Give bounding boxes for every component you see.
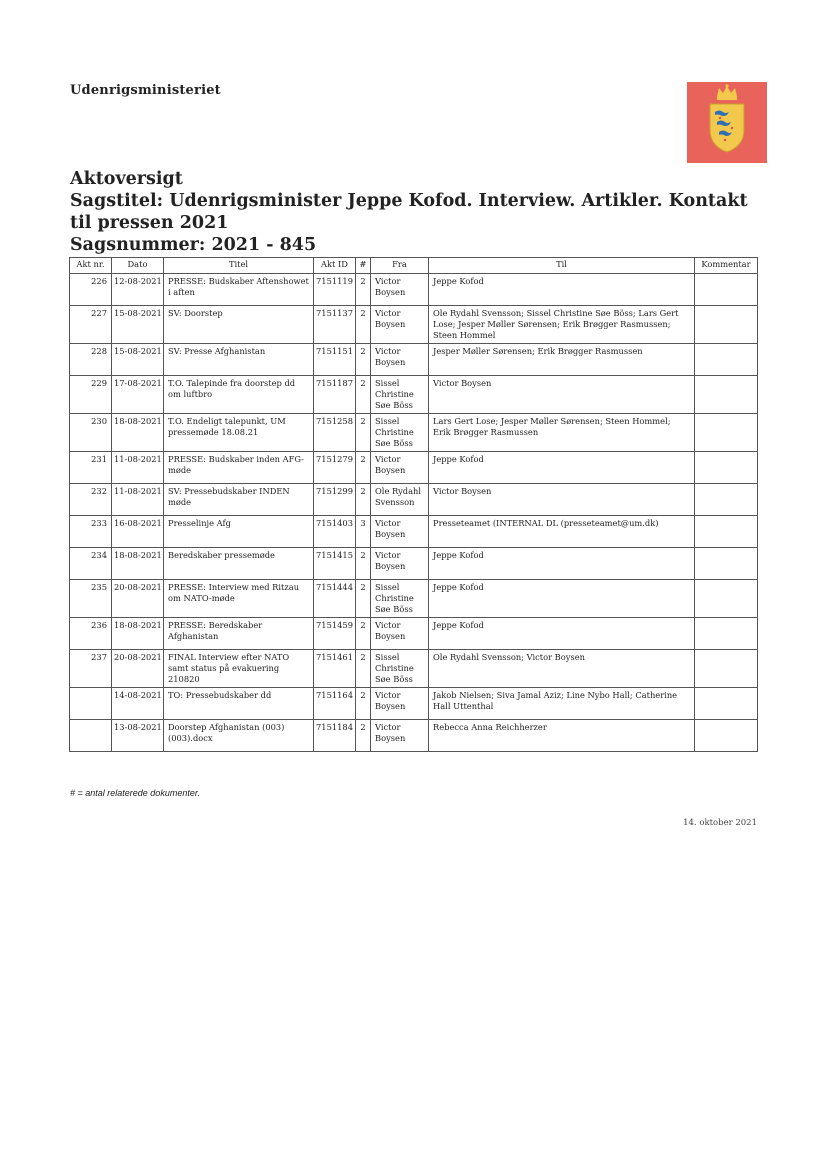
- cell-kommentar: [695, 376, 758, 414]
- cell-count: 2: [356, 548, 371, 580]
- cell-count: 2: [356, 376, 371, 414]
- cell-akt-nr: 233: [70, 516, 112, 548]
- cell-dato: 18-08-2021: [112, 618, 164, 650]
- cell-fra: Sissel Christine Søe Böss: [371, 650, 429, 688]
- column-header-fra: Fra: [371, 258, 429, 274]
- cell-til: Lars Gert Lose; Jesper Møller Sørensen; Steen Hommel; Erik Brøgger Rasmussen: [429, 414, 695, 452]
- table-row: [70, 650, 758, 688]
- cell-til: Jeppe Kofod: [429, 548, 695, 580]
- cell-dato: 20-08-2021: [112, 650, 164, 688]
- cell-count: 2: [356, 650, 371, 688]
- cell-akt-nr: 237: [70, 650, 112, 688]
- case-title: Sagstitel: Udenrigsminister Jeppe Kofod. Interview. Artikler. Kontakt til pressen 2021: [70, 191, 748, 233]
- cell-til: Victor Boysen: [429, 376, 695, 414]
- cell-dato: 15-08-2021: [112, 344, 164, 376]
- cell-fra: Sissel Christine Søe Böss: [371, 580, 429, 618]
- column-header-akt-nr: Akt nr.: [70, 258, 112, 274]
- cell-kommentar: [695, 516, 758, 548]
- cell-count: 2: [356, 688, 371, 720]
- cell-titel: SV: Presse Afghanistan: [164, 344, 314, 376]
- cell-til: Jeppe Kofod: [429, 580, 695, 618]
- table-row: [70, 344, 758, 376]
- cell-kommentar: [695, 344, 758, 376]
- cell-titel: T.O. Talepinde fra doorstep dd om luftbro: [164, 376, 314, 414]
- cell-fra: Victor Boysen: [371, 720, 429, 752]
- cell-titel: Doorstep Afghanistan (003) (003).docx: [164, 720, 314, 752]
- cell-akt-nr: 228: [70, 344, 112, 376]
- cell-kommentar: [695, 580, 758, 618]
- document-date: 14. oktober 2021: [683, 818, 757, 828]
- cell-fra: Victor Boysen: [371, 548, 429, 580]
- cell-count: 2: [356, 274, 371, 306]
- cell-til: Jeppe Kofod: [429, 274, 695, 306]
- cell-akt-id: 7151279: [314, 452, 356, 484]
- cell-akt-id: 7151258: [314, 414, 356, 452]
- cell-akt-id: 7151187: [314, 376, 356, 414]
- cell-dato: 15-08-2021: [112, 306, 164, 344]
- organization-name: Udenrigsministeriet: [70, 83, 221, 98]
- footnote: # = antal relaterede dokumenter.: [70, 788, 200, 798]
- table-row: [70, 720, 758, 752]
- cell-titel: PRESSE: Beredskaber Afghanistan: [164, 618, 314, 650]
- cell-fra: Victor Boysen: [371, 516, 429, 548]
- cell-count: 2: [356, 344, 371, 376]
- cell-dato: 17-08-2021: [112, 376, 164, 414]
- cell-akt-id: 7151151: [314, 344, 356, 376]
- table-row: [70, 414, 758, 452]
- cell-akt-nr: 230: [70, 414, 112, 452]
- table-row: [70, 484, 758, 516]
- cell-til: Jakob Nielsen; Siva Jamal Aziz; Line Nybo Hall; Catherine Hall Uttenthal: [429, 688, 695, 720]
- table-row: [70, 516, 758, 548]
- cell-akt-id: 7151299: [314, 484, 356, 516]
- cell-til: Jeppe Kofod: [429, 452, 695, 484]
- cell-kommentar: [695, 414, 758, 452]
- cell-akt-id: 7151137: [314, 306, 356, 344]
- cell-til: Jeppe Kofod: [429, 618, 695, 650]
- cell-dato: 11-08-2021: [112, 452, 164, 484]
- coat-of-arms-logo: [687, 82, 767, 163]
- cell-akt-nr: 234: [70, 548, 112, 580]
- column-header-titel: Titel: [164, 258, 314, 274]
- cell-til: Ole Rydahl Svensson; Sissel Christine Søe Böss; Lars Gert Lose; Jesper Møller Sørensen; Erik Brøgger Rasmussen; Steen Hommel: [429, 306, 695, 344]
- cell-akt-id: 7151459: [314, 618, 356, 650]
- cell-akt-nr: [70, 720, 112, 752]
- table-row: [70, 306, 758, 344]
- cell-count: 2: [356, 484, 371, 516]
- cell-akt-nr: 227: [70, 306, 112, 344]
- cell-til: Rebecca Anna Reichherzer: [429, 720, 695, 752]
- column-header-akt-id: Akt ID: [314, 258, 356, 274]
- cell-akt-id: 7151184: [314, 720, 356, 752]
- cell-titel: FINAL Interview efter NATO samt status på evakuering 210820: [164, 650, 314, 688]
- cell-fra: Victor Boysen: [371, 618, 429, 650]
- table-row: [70, 274, 758, 306]
- cell-count: 2: [356, 618, 371, 650]
- cell-fra: Sissel Christine Søe Böss: [371, 414, 429, 452]
- cell-count: 2: [356, 306, 371, 344]
- cell-akt-nr: 236: [70, 618, 112, 650]
- table-row: [70, 580, 758, 618]
- cell-fra: Victor Boysen: [371, 306, 429, 344]
- cell-count: 2: [356, 580, 371, 618]
- cell-fra: Victor Boysen: [371, 344, 429, 376]
- table-header-row: [70, 258, 758, 274]
- cell-akt-nr: 229: [70, 376, 112, 414]
- cell-dato: 11-08-2021: [112, 484, 164, 516]
- cell-til: Jesper Møller Sørensen; Erik Brøgger Rasmussen: [429, 344, 695, 376]
- column-header-kommentar: Kommentar: [695, 258, 758, 274]
- cell-akt-nr: [70, 688, 112, 720]
- cell-akt-id: 7151403: [314, 516, 356, 548]
- cell-kommentar: [695, 274, 758, 306]
- cell-akt-id: 7151444: [314, 580, 356, 618]
- cell-kommentar: [695, 306, 758, 344]
- cell-fra: Ole Rydahl Svensson: [371, 484, 429, 516]
- cell-fra: Victor Boysen: [371, 452, 429, 484]
- cell-akt-id: 7151461: [314, 650, 356, 688]
- cell-akt-nr: 232: [70, 484, 112, 516]
- cell-dato: 18-08-2021: [112, 548, 164, 580]
- document-title: Aktoversigt: [70, 169, 183, 189]
- cell-count: 3: [356, 516, 371, 548]
- cell-til: Victor Boysen: [429, 484, 695, 516]
- cell-akt-id: 7151164: [314, 688, 356, 720]
- cell-kommentar: [695, 548, 758, 580]
- cell-dato: 12-08-2021: [112, 274, 164, 306]
- cell-akt-id: 7151415: [314, 548, 356, 580]
- cell-dato: 13-08-2021: [112, 720, 164, 752]
- cell-titel: T.O. Endeligt talepunkt, UM pressemøde 18.08.21: [164, 414, 314, 452]
- cell-akt-id: 7151119: [314, 274, 356, 306]
- documents-table: [69, 257, 758, 752]
- cell-dato: 18-08-2021: [112, 414, 164, 452]
- cell-kommentar: [695, 452, 758, 484]
- cell-count: 2: [356, 452, 371, 484]
- cell-count: 2: [356, 414, 371, 452]
- coat-of-arms-icon: [687, 82, 767, 163]
- column-header-dato: Dato: [112, 258, 164, 274]
- cell-til: Ole Rydahl Svensson; Victor Boysen: [429, 650, 695, 688]
- cell-akt-nr: 226: [70, 274, 112, 306]
- column-header-count: #: [356, 258, 371, 274]
- cell-akt-nr: 231: [70, 452, 112, 484]
- cell-til: Presseteamet (INTERNAL DL (presseteamet@um.dk): [429, 516, 695, 548]
- cell-titel: SV: Pressebudskaber INDEN møde: [164, 484, 314, 516]
- cell-fra: Victor Boysen: [371, 688, 429, 720]
- case-number: Sagsnummer: 2021 - 845: [70, 235, 317, 255]
- table-row: [70, 452, 758, 484]
- cell-titel: Presselinje Afg: [164, 516, 314, 548]
- cell-dato: 16-08-2021: [112, 516, 164, 548]
- cell-fra: Victor Boysen: [371, 274, 429, 306]
- cell-titel: SV: Doorstep: [164, 306, 314, 344]
- table-row: [70, 548, 758, 580]
- column-header-til: Til: [429, 258, 695, 274]
- cell-kommentar: [695, 688, 758, 720]
- table-row: [70, 688, 758, 720]
- cell-titel: Beredskaber pressemøde: [164, 548, 314, 580]
- document-headings: [70, 168, 760, 256]
- cell-kommentar: [695, 618, 758, 650]
- table-row: [70, 376, 758, 414]
- cell-akt-nr: 235: [70, 580, 112, 618]
- cell-kommentar: [695, 484, 758, 516]
- cell-dato: 20-08-2021: [112, 580, 164, 618]
- cell-kommentar: [695, 650, 758, 688]
- table-row: [70, 618, 758, 650]
- cell-titel: PRESSE: Interview med Ritzau om NATO-møde: [164, 580, 314, 618]
- cell-titel: TO: Pressebudskaber dd: [164, 688, 314, 720]
- cell-titel: PRESSE: Budskaber inden AFG-møde: [164, 452, 314, 484]
- cell-count: 2: [356, 720, 371, 752]
- cell-titel: PRESSE: Budskaber Aftenshowet i aften: [164, 274, 314, 306]
- cell-fra: Sissel Christine Søe Böss: [371, 376, 429, 414]
- cell-dato: 14-08-2021: [112, 688, 164, 720]
- cell-kommentar: [695, 720, 758, 752]
